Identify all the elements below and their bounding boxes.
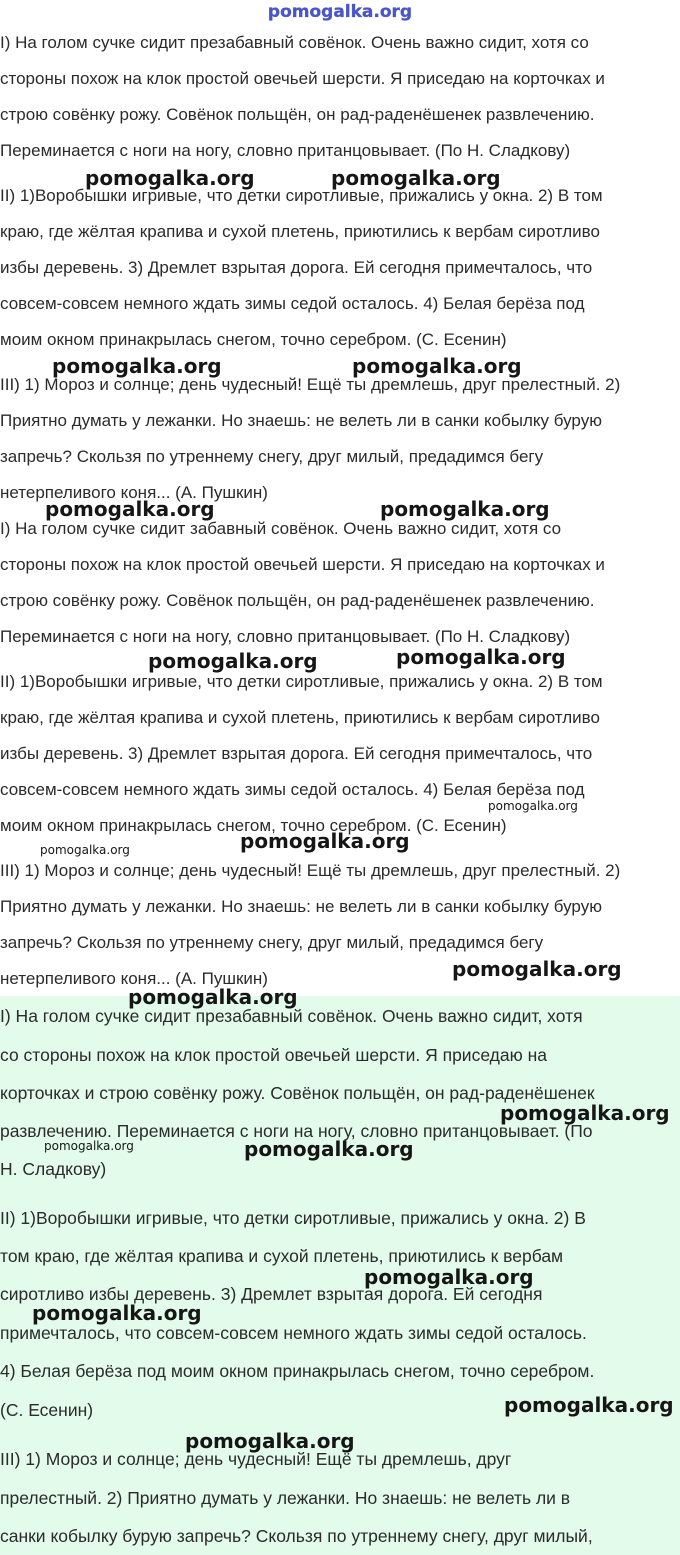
watermark: pomogalka.org [128,985,298,1009]
text-line: краю, где жёлтая крапива и сухой плетень, приютились к вербам сиротливо [0,708,600,727]
watermark: pomogalka.org [185,1429,355,1453]
watermark: pomogalka.org [32,1301,202,1325]
text-line: нетерпеливого коня... (А. Пушкин) [0,969,268,988]
text-line: I) На голом сучке сидит забавный совёнок. Очень важно сидит, хотя со [0,519,562,538]
answer-line: развлечению. Переминается с ноги на ногу, словно пританцовывает. (По [0,1121,593,1141]
answer-line: корточках и строю совёнку рожу. Совёнок польщён, он рад-раденёшенек [0,1083,595,1103]
text-line: нетерпеливого коня... (А. Пушкин) [0,483,268,502]
watermark: pomogalka.org [85,166,255,190]
answer-line: том краю, где жёлтая крапива и сухой плетень, приютились к вербам [0,1246,564,1266]
answer-line: сиротливо избы деревень. 3) Дремлет взрытая дорога. Ей сегодня [0,1284,543,1304]
text-line: моим окном принакрылась снегом, точно серебром. (С. Есенин) [0,330,507,349]
text-line: совсем-совсем немного ждать зимы седой осталось. 4) Белая берёза под [0,780,585,799]
text-line: совсем-совсем немного ждать зимы седой осталось. 4) Белая берёза под [0,294,585,313]
watermark: pomogalka.org [331,166,501,190]
answer-line: (С. Есенин) [0,1400,94,1420]
watermark: pomogalka.org [452,957,622,981]
watermark: pomogalka.org [240,829,410,853]
text-line: III) 1) Мороз и солнце; день чудесный! Ещё ты дремлешь, друг прелестный. 2) [0,375,621,394]
text-line: избы деревень. 3) Дремлет взрытая дорога. Ей сегодня примечталось, что [0,258,593,277]
text-line: II) 1)Воробышки игривые, что детки сиротливые, прижались у окна. 2) В том [0,186,603,205]
answer-line: 4) Белая берёза под моим окном принакрылась снегом, точно серебром. [0,1361,595,1381]
text-line: Переминается с ноги на ногу, словно пританцовывает. (По Н. Сладкову) [0,627,571,646]
answer-line: Н. Сладкову) [0,1159,107,1179]
text-line: Приятно думать у лежанки. Но знаешь: не велеть ли в санки кобылку бурую [0,411,602,430]
text-line: Приятно думать у лежанки. Но знаешь: не велеть ли в санки кобылку бурую [0,897,602,916]
watermark: pomogalka.org [44,1139,134,1153]
watermark: pomogalka.org [352,354,522,378]
text-line: строю совёнку рожу. Совёнок польщён, он рад-раденёшенек развлечению. [0,105,595,124]
answer-line: примечталось, что совсем-совсем немного ждать зимы седой осталось. [0,1323,587,1343]
watermark: pomogalka.org [45,497,215,521]
text-line: III) 1) Мороз и солнце; день чудесный! Ещё ты дремлешь, друг прелестный. 2) [0,861,621,880]
answer-line: со стороны похож на клок простой овечьей шерсти. Я приседаю на [0,1045,548,1065]
watermark: pomogalka.org [148,649,318,673]
watermark: pomogalka.org [52,354,222,378]
text-line: строю совёнку рожу. Совёнок польщён, он рад-раденёшенек развлечению. [0,591,595,610]
text-line: стороны похож на клок простой овечьей шерсти. Я приседаю на корточках и [0,69,605,88]
text-line: Переминается с ноги на ногу, словно пританцовывает. (По Н. Сладкову) [0,141,571,160]
answer-line: I) На голом сучке сидит презабавный совёнок. Очень важно сидит, хотя [0,1006,583,1026]
answer-line: прелестный. 2) Приятно думать у лежанки. Но знаешь: не велеть ли в [0,1488,571,1508]
answer-line: III) 1) Мороз и солнце; день чудесный! Ещё ты дремлешь, друг [0,1449,512,1469]
text-line: II) 1)Воробышки игривые, что детки сиротливые, прижались у окна. 2) В том [0,672,603,691]
watermark: pomogalka.org [244,1137,414,1161]
text-line: запречь? Скользя по утреннему снегу, друг милый, предадимся бегу [0,933,544,952]
answer-panel [0,996,680,1555]
watermark: pomogalka.org [380,497,550,521]
text-line: моим окном принакрылась снегом, точно серебром. (С. Есенин) [0,816,507,835]
watermark: pomogalka.org [396,645,566,669]
watermark: pomogalka.org [504,1393,674,1417]
watermark: pomogalka.org [500,1101,670,1125]
text-line: I) На голом сучке сидит презабавный совёнок. Очень важно сидит, хотя со [0,33,589,52]
text-line: запречь? Скользя по утреннему снегу, друг милый, предадимся бегу [0,447,544,466]
site-watermark-header: pomogalka.org [267,2,413,22]
watermark: pomogalka.org [488,799,578,813]
answer-line: II) 1)Воробышки игривые, что детки сиротливые, прижались у окна. 2) В [0,1208,586,1228]
watermark: pomogalka.org [364,1265,534,1289]
text-line: стороны похож на клок простой овечьей шерсти. Я приседаю на корточках и [0,555,605,574]
text-line: избы деревень. 3) Дремлет взрытая дорога. Ей сегодня примечталось, что [0,744,593,763]
text-line: краю, где жёлтая крапива и сухой плетень, приютились к вербам сиротливо [0,222,600,241]
watermark: pomogalka.org [40,843,130,857]
answer-line: санки кобылку бурую запречь? Скользя по утреннему снегу, друг милый, [0,1526,593,1546]
